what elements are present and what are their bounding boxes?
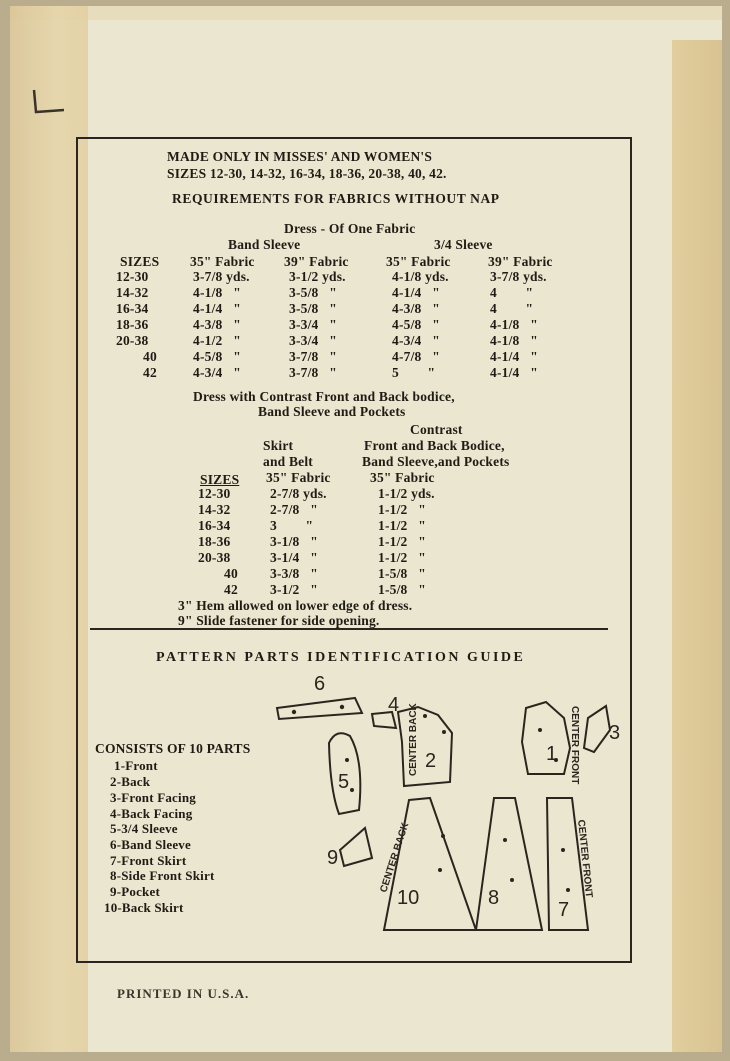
table-cell: 3-1/2 yds.: [289, 269, 346, 284]
table-row-size: 42: [224, 582, 238, 597]
table1-col-sizes: SIZES: [120, 254, 160, 269]
table-row-size: 16-34: [116, 301, 149, 316]
table-cell: 3-3/4 ": [289, 333, 337, 348]
part-number-label: 7: [558, 899, 570, 921]
table1-group-34: 3/4 Sleeve: [434, 237, 493, 252]
table-cell: 4-1/4 ": [193, 301, 241, 316]
table-cell: 2-7/8 yds.: [270, 486, 327, 501]
table-cell: 4-1/8 yds.: [392, 269, 449, 284]
table-cell: 3-7/8 yds.: [490, 269, 547, 284]
table-cell: 1-1/2 ": [378, 518, 426, 533]
table1-col-b: 39" Fabric: [284, 254, 349, 269]
table2-header-contrast-1: Contrast: [410, 422, 463, 437]
list-item: 2-Back: [110, 774, 151, 789]
list-item: 5-3/4 Sleeve: [110, 821, 178, 836]
table-cell: 4-1/2 ": [193, 333, 241, 348]
list-item: 7-Front Skirt: [110, 853, 187, 868]
table-cell: 2-7/8 ": [270, 502, 318, 517]
table-cell: 1-1/2 ": [378, 550, 426, 565]
list-item: 10-Back Skirt: [104, 900, 184, 915]
header-line-1: MADE ONLY IN MISSES' AND WOMEN'S: [167, 149, 433, 164]
table1-col-c: 35" Fabric: [386, 254, 451, 269]
table2-header-skirt-1: Skirt: [263, 438, 294, 453]
table-cell: 1-1/2 yds.: [378, 486, 435, 501]
center-back-label: CENTER BACK: [378, 821, 412, 894]
table-row-size: 18-36: [198, 534, 231, 549]
part-number-label: 6: [314, 673, 326, 695]
table-cell: 3-5/8 ": [289, 285, 337, 300]
table-cell: 1-5/8 ": [378, 582, 426, 597]
table-row-size: 16-34: [198, 518, 231, 533]
table-row-size: 12-30: [198, 486, 231, 501]
table-cell: 4 ": [490, 301, 534, 316]
table-cell: 3-7/8 yds.: [193, 269, 250, 284]
center-front-label: CENTER FRONT: [569, 706, 580, 785]
table-cell: 4-5/8 ": [193, 349, 241, 364]
table-cell: 4-5/8 ": [392, 317, 440, 332]
table-cell: 3 ": [270, 518, 314, 533]
table-cell: 4-3/4 ": [193, 365, 241, 380]
table2-title-1: Dress with Contrast Front and Back bodice,: [193, 389, 455, 404]
table-cell: 1-1/2 ": [378, 502, 426, 517]
table-cell: 5 ": [392, 365, 436, 380]
table-cell: 3-5/8 ": [289, 301, 337, 316]
table-row-size: 20-38: [116, 333, 149, 348]
parts-count: CONSISTS OF 10 PARTS: [95, 741, 251, 756]
table-cell: 4-1/4 ": [392, 285, 440, 300]
table1-group-band: Band Sleeve: [228, 237, 301, 252]
fastener-note: 9" Slide fastener for side opening.: [178, 613, 380, 628]
table-row-size: 12-30: [116, 269, 149, 284]
piece-6-band-sleeve: [277, 698, 362, 719]
table-cell: 1-5/8 ": [378, 566, 426, 581]
table-cell: 4-1/8 ": [490, 333, 538, 348]
table-row-size: 14-32: [116, 285, 149, 300]
requirements-heading: REQUIREMENTS FOR FABRICS WITHOUT NAP: [172, 191, 500, 206]
table2-col-b: 35" Fabric: [370, 470, 435, 485]
center-back-label: CENTER BACK: [408, 703, 419, 776]
list-item: 1-Front: [114, 758, 158, 773]
center-front-label: CENTER FRONT: [575, 819, 595, 899]
table-cell: 4-7/8 ": [392, 349, 440, 364]
table2-col-sizes: SIZES: [200, 472, 240, 487]
part-number-label: 8: [488, 887, 500, 909]
table-row-size: 14-32: [198, 502, 231, 517]
list-item: 6-Band Sleeve: [110, 837, 191, 852]
table-cell: 4-3/4 ": [392, 333, 440, 348]
table2-header-contrast-2: Front and Back Bodice,: [364, 438, 505, 453]
printed-in-label: PRINTED IN U.S.A.: [117, 986, 250, 1001]
table-cell: 4 ": [490, 285, 534, 300]
part-number-label: 9: [327, 847, 339, 869]
list-item: 3-Front Facing: [110, 790, 196, 805]
list-item: 4-Back Facing: [110, 806, 193, 821]
table-cell: 4-1/4 ": [490, 365, 538, 380]
table-cell: 3-1/8 ": [270, 534, 318, 549]
piece-8-side-front-skirt: [476, 798, 542, 930]
header-line-2: SIZES 12-30, 14-32, 16-34, 18-36, 20-38, 40, 42.: [167, 166, 447, 181]
list-item: 9-Pocket: [110, 884, 160, 899]
hem-note: 3" Hem allowed on lower edge of dress.: [178, 598, 413, 613]
table-cell: 3-1/4 ": [270, 550, 318, 565]
table-cell: 4-1/8 ": [193, 285, 241, 300]
table-cell: 4-3/8 ": [193, 317, 241, 332]
table-cell: 3-1/2 ": [270, 582, 318, 597]
table-cell: 4-3/8 ": [392, 301, 440, 316]
part-number-label: 3: [609, 722, 621, 744]
list-item: 8-Side Front Skirt: [110, 868, 215, 883]
table1-title: Dress - Of One Fabric: [284, 221, 416, 236]
table2-title-2: Band Sleeve and Pockets: [258, 404, 406, 419]
part-number-label: 5: [338, 771, 350, 793]
table2-header-skirt-2: and Belt: [263, 454, 313, 469]
table-row-size: 20-38: [198, 550, 231, 565]
piece-3-front-facing: [584, 706, 610, 752]
table1-col-a: 35" Fabric: [190, 254, 255, 269]
table-cell: 4-1/8 ": [490, 317, 538, 332]
table-row-size: 18-36: [116, 317, 149, 332]
piece-9-pocket: [340, 828, 372, 866]
table-cell: 3-3/4 ": [289, 317, 337, 332]
table-cell: 3-7/8 ": [289, 365, 337, 380]
table2-col-a: 35" Fabric: [266, 470, 331, 485]
part-number-label: 4: [388, 694, 400, 716]
guide-title: PATTERN PARTS IDENTIFICATION GUIDE: [156, 650, 526, 665]
part-number-label: 1: [546, 743, 558, 765]
table1-col-d: 39" Fabric: [488, 254, 553, 269]
part-number-label: 2: [425, 750, 437, 772]
part-number-label: 10: [397, 887, 420, 909]
table2-header-contrast-3: Band Sleeve,and Pockets: [362, 454, 510, 469]
table-row-size: 42: [143, 365, 157, 380]
table-cell: 3-3/8 ": [270, 566, 318, 581]
piece-2-back: [398, 707, 452, 786]
table-cell: 1-1/2 ": [378, 534, 426, 549]
table-cell: 3-7/8 ": [289, 349, 337, 364]
table-row-size: 40: [143, 349, 157, 364]
table-cell: 4-1/4 ": [490, 349, 538, 364]
table-row-size: 40: [224, 566, 238, 581]
